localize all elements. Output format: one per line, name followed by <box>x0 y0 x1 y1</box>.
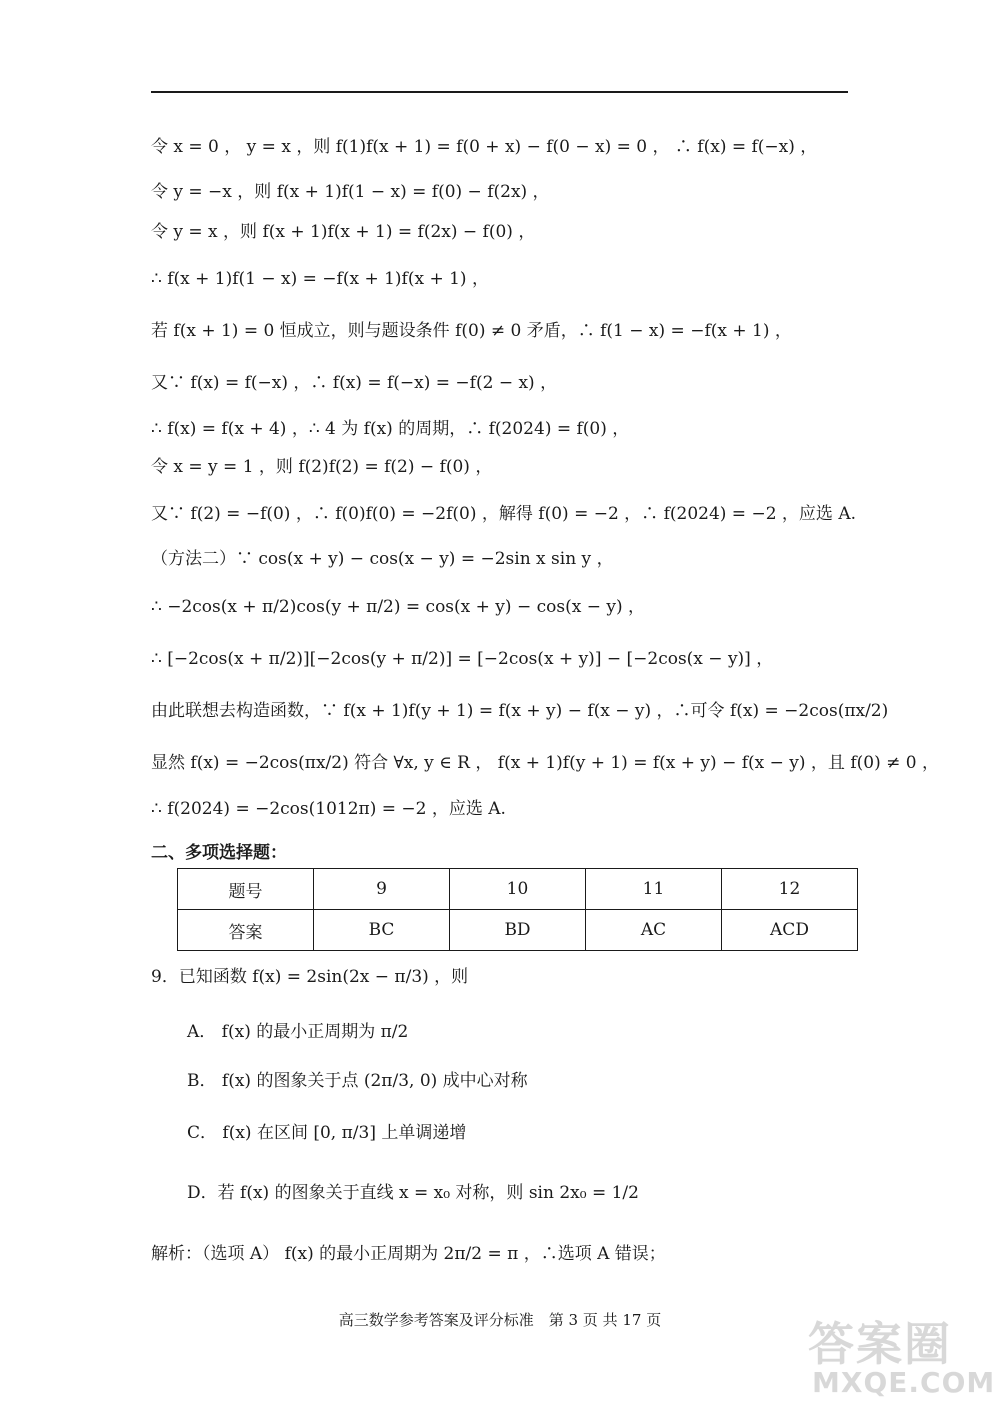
solution-line-8: 令 x = y = 1 ，则 f(2)f(2) = f(2) − f(0) ， <box>151 457 493 477</box>
watermark-en: MXQE.COM <box>812 1366 996 1399</box>
table-cell: ACD <box>722 910 858 951</box>
solution-line-2: 令 y = −x ，则 f(x + 1)f(1 − x) = f(0) − f(2x) ， <box>151 182 550 202</box>
answer-table <box>177 868 858 951</box>
table-cell: BC <box>314 910 450 951</box>
table-cell: 11 <box>586 869 722 910</box>
table-cell: 9 <box>314 869 450 910</box>
page-footer: 高三数学参考答案及评分标准 第 3 页 共 17 页 <box>338 1311 662 1329</box>
header-rule <box>151 91 848 93</box>
method-two-line: （方法二）∵ cos(x + y) − cos(x − y) = −2sin x sin y ， <box>151 549 614 569</box>
solution-line-13: 由此联想去构造函数，∵ f(x + 1)f(y + 1) = f(x + y) − f(x − y) ，∴可令 f(x) = −2cos(πx/2) <box>151 701 889 721</box>
solution-line-7: ∴ f(x) = f(x + 4) ，∴ 4 为 f(x) 的周期，∴ f(2024) = f(0) ， <box>151 419 630 439</box>
table-row <box>178 910 858 951</box>
table-cell: 10 <box>450 869 586 910</box>
solution-line-11: ∴ −2cos(x + π/2)cos(y + π/2) = cos(x + y) − cos(x − y) ， <box>151 597 645 617</box>
solution-line-9: 又∵ f(2) = −f(0) ，∴ f(0)f(0) = −2f(0) ，解得 f(0) = −2 ，∴ f(2024) = −2 ，应选 A. <box>151 504 857 524</box>
solution-line-5: 若 f(x + 1) = 0 恒成立，则与题设条件 f(0) ≠ 0 矛盾，∴ f(1 − x) = −f(x + 1) ， <box>151 321 792 341</box>
option-d: D．若 f(x) 的图象关于直线 x = x₀ 对称，则 sin 2x₀ = 1/2 <box>187 1183 639 1203</box>
table-cell: AC <box>586 910 722 951</box>
question-stem: 9．已知函数 f(x) = 2sin(2x − π/3) ，则 <box>151 967 469 987</box>
solution-line-12: ∴ [−2cos(x + π/2)][−2cos(y + π/2)] = [−2cos(x + y)] − [−2cos(x − y)] ， <box>151 649 774 669</box>
table-cell: 12 <box>722 869 858 910</box>
analysis-line: 解析：（选项 A） f(x) 的最小正周期为 2π/2 = π ，∴选项 A 错误； <box>151 1244 666 1264</box>
solution-line-3: 令 y = x ，则 f(x + 1)f(x + 1) = f(2x) − f(0) ， <box>151 222 536 242</box>
solution-line-4: ∴ f(x + 1)f(1 − x) = −f(x + 1)f(x + 1) ， <box>151 269 489 289</box>
table-row <box>178 869 858 910</box>
solution-line-15: ∴ f(2024) = −2cos(1012π) = −2 ，应选 A. <box>151 799 506 819</box>
option-c: C． f(x) 在区间 [0, π/3] 上单调递增 <box>187 1123 467 1143</box>
section-title: 二、多项选择题： <box>151 843 287 863</box>
solution-line-1: 令 x = 0 ， y = x ，则 f(1)f(x + 1) = f(0 + x) − f(0 − x) = 0 ， ∴ f(x) = f(−x) ， <box>151 137 818 157</box>
solution-line-6: 又∵ f(x) = f(−x) ，∴ f(x) = f(−x) = −f(2 − x) ， <box>151 373 558 393</box>
solution-line-14: 显然 f(x) = −2cos(πx/2) 符合 ∀x, y ∈ R ， f(x + 1)f(y + 1) = f(x + y) − f(x − y) ，且 f(0) ≠ 0 ， <box>151 753 939 773</box>
table-cell: 题号 <box>178 869 314 910</box>
watermark-logo <box>808 1308 996 1404</box>
table-cell: BD <box>450 910 586 951</box>
watermark-cn: 答案圈 <box>808 1317 952 1371</box>
option-a: A． f(x) 的最小正周期为 π/2 <box>187 1022 409 1042</box>
option-b: B． f(x) 的图象关于点 (2π/3, 0) 成中心对称 <box>187 1071 528 1091</box>
table-cell: 答案 <box>178 910 314 951</box>
